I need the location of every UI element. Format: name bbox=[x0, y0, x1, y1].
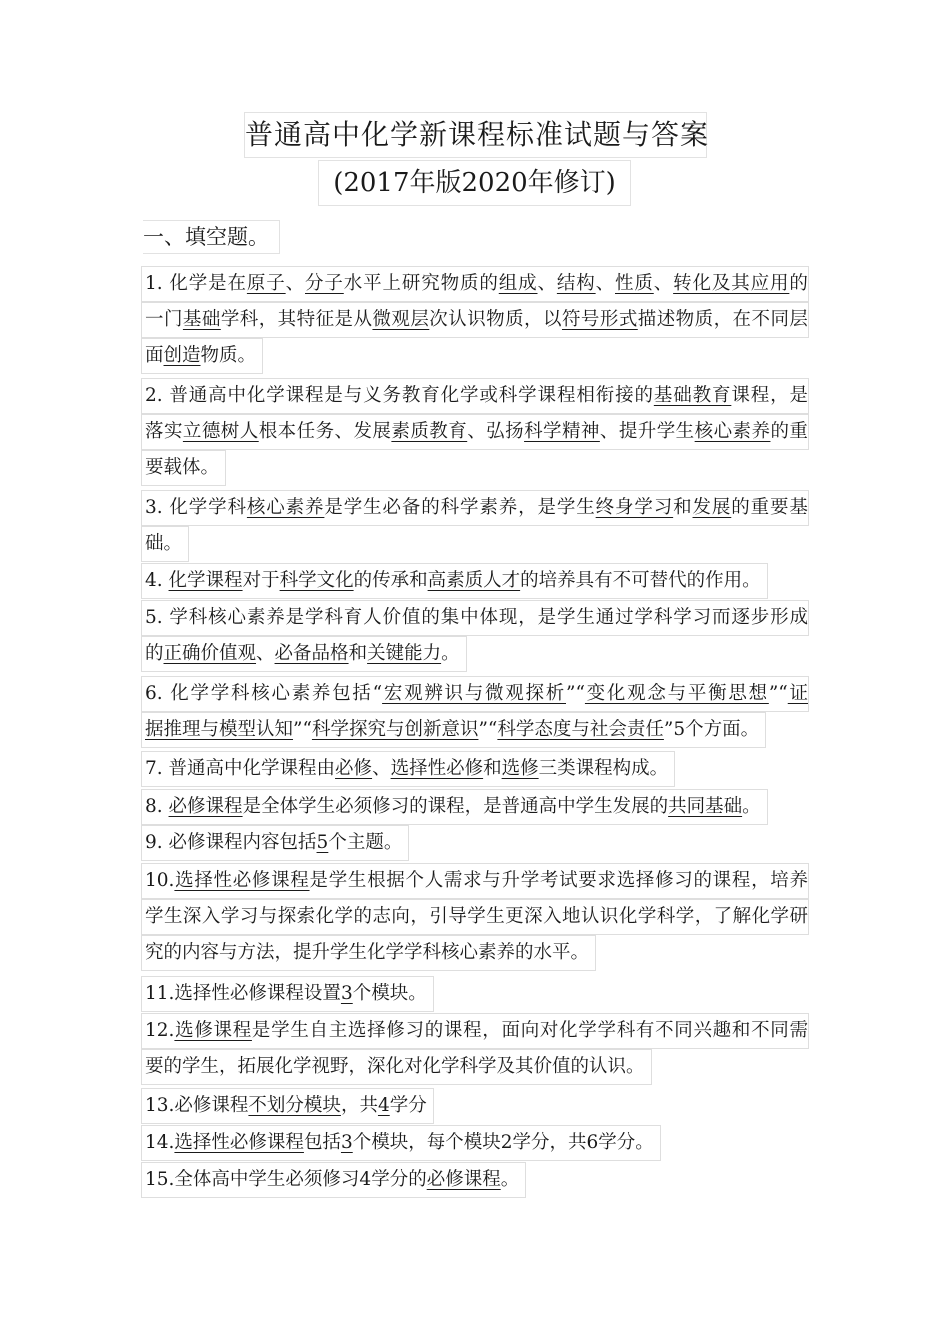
question-text: 是学生自主选择修习的课程，面向对化学学科有不同兴趣和不同需 bbox=[251, 1020, 808, 1041]
question-text: 包括 bbox=[303, 1132, 341, 1153]
answer-blank: 必修 bbox=[335, 758, 373, 779]
answer-blank: 原子 bbox=[246, 273, 286, 294]
question-text: 一门 bbox=[145, 309, 183, 330]
question-line bbox=[141, 1088, 434, 1124]
question-line bbox=[141, 266, 809, 302]
question-text: 是学生必备的科学素养，是学生 bbox=[324, 497, 596, 518]
question-text: 面 bbox=[145, 345, 164, 366]
question-text: 对于 bbox=[242, 570, 280, 591]
answer-blank: 化学课程 bbox=[168, 570, 243, 591]
question-text: 个模块。 bbox=[352, 983, 427, 1004]
answer-blank: 发展 bbox=[692, 497, 732, 518]
question-text: 5. 学科核心素养是学科育人价值的集中体现，是学生通过学科学习而逐步形成 bbox=[145, 607, 808, 628]
question-line bbox=[141, 302, 809, 338]
question-line bbox=[141, 863, 809, 899]
question-text: 14. bbox=[145, 1132, 175, 1153]
answer-blank: 3 bbox=[340, 983, 353, 1004]
question-line bbox=[141, 414, 809, 450]
answer-blank: 证 bbox=[787, 683, 808, 704]
question-text: 的重 bbox=[770, 421, 808, 442]
question-line bbox=[141, 338, 263, 374]
answer-blank: 3 bbox=[340, 1132, 353, 1153]
question-line bbox=[141, 1125, 661, 1161]
answer-blank: 关键能力 bbox=[367, 643, 442, 664]
question-line bbox=[141, 600, 809, 636]
question-item bbox=[141, 1088, 434, 1128]
question-text: 次认识物质，以 bbox=[429, 309, 562, 330]
question-text: ，共 bbox=[340, 1095, 378, 1116]
question-line bbox=[141, 636, 467, 672]
question-line bbox=[141, 976, 434, 1012]
question-text: 三类课程构成。 bbox=[538, 758, 669, 779]
answer-blank: 宏观辨识与微观探析 bbox=[382, 683, 566, 704]
document-subtitle: (2017年版2020年修订) bbox=[318, 160, 631, 206]
answer-blank: 选修 bbox=[501, 758, 539, 779]
question-text: 12. bbox=[145, 1020, 175, 1041]
answer-blank: 科学探究与创新意识 bbox=[311, 719, 479, 740]
question-line bbox=[141, 789, 768, 825]
answer-blank: 共同基础 bbox=[668, 796, 743, 817]
question-text: ”“ bbox=[478, 719, 498, 740]
section-heading: 一、填空题。 bbox=[143, 220, 280, 254]
question-line bbox=[141, 935, 596, 971]
question-text: 、弘扬 bbox=[467, 421, 525, 442]
question-line bbox=[141, 899, 809, 935]
answer-blank: 正确价值观 bbox=[163, 643, 257, 664]
answer-blank: 必备品格 bbox=[274, 643, 349, 664]
answer-blank: 科学文化 bbox=[279, 570, 354, 591]
question-line bbox=[141, 712, 766, 748]
question-text: 要的学生，拓展化学视野，深化对化学科学及其价值的认识。 bbox=[145, 1056, 645, 1077]
answer-blank: 终身学习 bbox=[595, 497, 674, 518]
question-line bbox=[141, 526, 189, 562]
question-text: 、 bbox=[537, 273, 557, 294]
answer-blank: 创造 bbox=[163, 345, 201, 366]
question-text: 描述物质，在不同层 bbox=[637, 309, 808, 330]
answer-blank: 高素质人才 bbox=[427, 570, 521, 591]
answer-blank: 性质 bbox=[615, 273, 654, 294]
question-text: 2. 普通高中化学课程是与义务教育化学或科学课程相衔接的 bbox=[145, 385, 654, 406]
question-item bbox=[141, 1162, 526, 1202]
question-text: 、 bbox=[372, 758, 391, 779]
question-text: 11.选择性必修课程设置 bbox=[145, 983, 341, 1004]
answer-blank: 核心素养 bbox=[246, 497, 325, 518]
question-text: 。 bbox=[500, 1169, 520, 1190]
question-text: 、提升学生 bbox=[599, 421, 695, 442]
answer-blank: 据推理与模型认知 bbox=[145, 719, 294, 740]
question-line bbox=[141, 1013, 809, 1049]
question-text: ”“ bbox=[566, 683, 585, 704]
question-line bbox=[141, 751, 675, 787]
question-text: 6. 化学学科核心素养包括“ bbox=[145, 683, 383, 704]
question-item bbox=[141, 863, 809, 975]
question-text: 是全体学生必须修习的课程，是普通高中学生发展的 bbox=[242, 796, 669, 817]
question-text: 的重要基 bbox=[731, 497, 808, 518]
question-item bbox=[141, 676, 809, 752]
question-text: 课程，是 bbox=[731, 385, 808, 406]
question-text: 和 bbox=[348, 643, 368, 664]
question-text: 9. 必修课程内容包括 bbox=[145, 832, 317, 853]
answer-blank: 不划分模块 bbox=[248, 1095, 341, 1116]
question-text: 。 bbox=[742, 796, 761, 817]
question-item bbox=[141, 490, 809, 566]
question-text: 是学生根据个人需求与升学考试要求选择修习的课程，培养 bbox=[309, 870, 808, 891]
question-item bbox=[141, 751, 675, 791]
question-text: 究的内容与方法，提升学生化学学科核心素养的水平。 bbox=[145, 942, 590, 963]
question-text: 物质。 bbox=[200, 345, 257, 366]
question-text: 根本任务、发展 bbox=[258, 421, 392, 442]
question-text: 和 bbox=[673, 497, 693, 518]
question-text: 7. 普通高中化学课程由 bbox=[145, 758, 336, 779]
question-text: 的培养具有不可替代的作用。 bbox=[520, 570, 761, 591]
answer-blank: 5 bbox=[316, 832, 329, 853]
answer-blank: 基础 bbox=[182, 309, 221, 330]
answer-blank: 变化观念与平衡思想 bbox=[584, 683, 769, 704]
question-text: 10. bbox=[145, 870, 175, 891]
question-item bbox=[141, 266, 809, 378]
question-text: 的 bbox=[145, 643, 164, 664]
question-text: ”“ bbox=[768, 683, 788, 704]
question-text: 。 bbox=[441, 643, 460, 664]
question-text: 、 bbox=[285, 273, 306, 294]
answer-blank: 分子 bbox=[305, 273, 344, 294]
question-text: 13.必修课程 bbox=[145, 1095, 249, 1116]
question-text: 学分 bbox=[389, 1095, 427, 1116]
answer-blank: 结构 bbox=[556, 273, 596, 294]
question-line bbox=[141, 450, 226, 486]
answer-blank: 必修课程 bbox=[426, 1169, 501, 1190]
question-text: 要载体。 bbox=[145, 457, 220, 478]
document-title: 普通高中化学新课程标准试题与答案 bbox=[244, 112, 707, 158]
question-text: ”“ bbox=[293, 719, 312, 740]
question-text: 4. bbox=[145, 570, 169, 591]
answer-blank: 选择性必修课程 bbox=[174, 870, 310, 891]
question-line bbox=[141, 563, 768, 599]
answer-blank: 选择性必修 bbox=[390, 758, 484, 779]
question-text: 础。 bbox=[145, 533, 183, 554]
question-item bbox=[141, 1125, 661, 1165]
answer-blank: 核心素养 bbox=[694, 421, 771, 442]
question-text: 个模块，每个模块2学分，共6学分。 bbox=[352, 1132, 654, 1153]
question-text: 、 bbox=[595, 273, 615, 294]
answer-blank: 选择性必修课程 bbox=[174, 1132, 304, 1153]
question-item bbox=[141, 825, 409, 865]
answer-blank: 立德树人 bbox=[182, 421, 259, 442]
question-item bbox=[141, 563, 768, 603]
question-text: 的传承和 bbox=[353, 570, 428, 591]
answer-blank: 组成 bbox=[498, 273, 538, 294]
question-line bbox=[141, 1049, 652, 1085]
question-text: 和 bbox=[483, 758, 502, 779]
question-text: 学科，其特征是从 bbox=[220, 309, 373, 330]
answer-blank: 素质教育 bbox=[391, 421, 468, 442]
answer-blank: 基础教育 bbox=[653, 385, 732, 406]
question-text: 落实 bbox=[145, 421, 183, 442]
question-line bbox=[141, 1162, 526, 1198]
question-line bbox=[141, 676, 809, 712]
answer-blank: 4 bbox=[377, 1095, 390, 1116]
question-item bbox=[141, 789, 768, 829]
question-text: 1. 化学是在 bbox=[145, 273, 247, 294]
answer-blank: 转化及其应用 bbox=[673, 273, 790, 294]
question-item bbox=[141, 600, 809, 676]
question-text: 个主题。 bbox=[328, 832, 403, 853]
question-line bbox=[141, 378, 809, 414]
question-text: 水平上研究物质的 bbox=[343, 273, 499, 294]
answer-blank: 符号形式 bbox=[561, 309, 638, 330]
question-text: 学生深入学习与探索化学的志向，引导学生更深入地认识化学科学，了解化学研 bbox=[145, 906, 808, 927]
question-text: 8. bbox=[145, 796, 169, 817]
question-text: ”5个方面。 bbox=[663, 719, 760, 740]
answer-blank: 必修课程 bbox=[168, 796, 243, 817]
question-text: 、 bbox=[653, 273, 674, 294]
question-text: 15.全体高中学生必须修习4学分的 bbox=[145, 1169, 427, 1190]
question-item bbox=[141, 976, 434, 1016]
question-item bbox=[141, 1013, 809, 1089]
answer-blank: 科学精神 bbox=[524, 421, 600, 442]
question-text: 3. 化学学科 bbox=[145, 497, 247, 518]
answer-blank: 微观层 bbox=[372, 309, 430, 330]
question-line bbox=[141, 825, 409, 861]
question-line bbox=[141, 490, 809, 526]
question-item bbox=[141, 378, 809, 490]
answer-blank: 选修课程 bbox=[174, 1020, 252, 1041]
answer-blank: 科学态度与社会责任 bbox=[497, 719, 664, 740]
question-text: 的 bbox=[789, 273, 808, 294]
question-text: 、 bbox=[256, 643, 275, 664]
